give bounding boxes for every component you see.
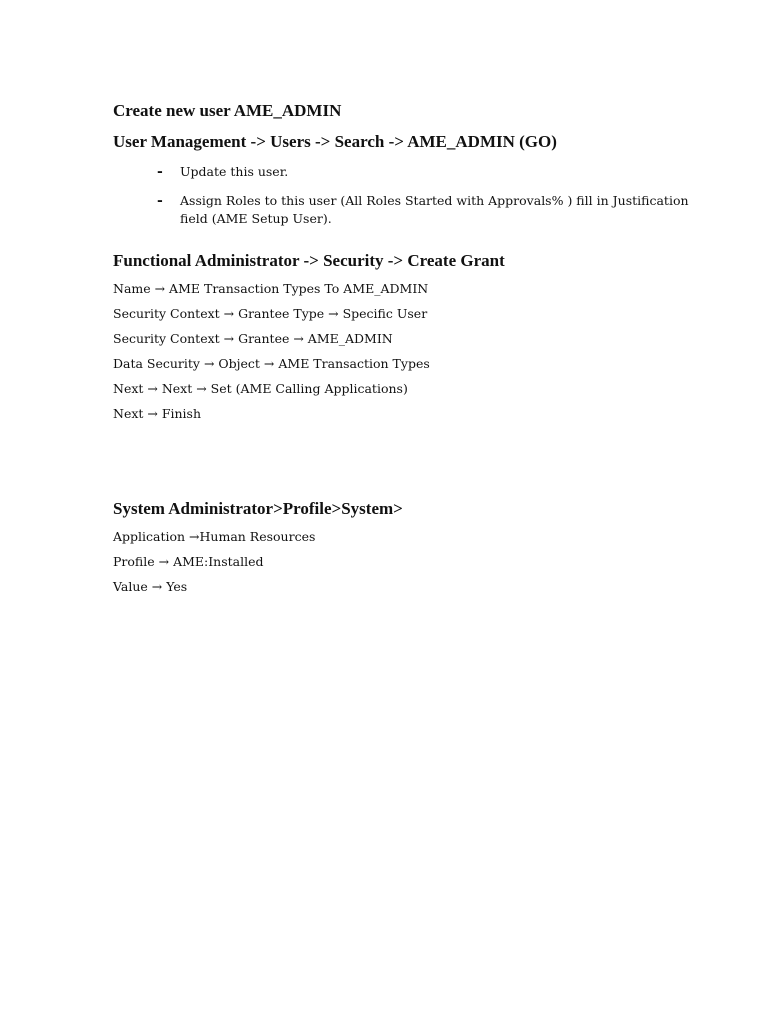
heading-system-administrator: System Administrator>Profile>System> — [113, 499, 403, 518]
step-line: Value → Yes — [113, 579, 188, 594]
profile-steps-list — [113, 524, 713, 599]
step-line: Security Context → Grantee → AME_ADMIN — [113, 331, 393, 346]
bullet-dash: - — [157, 164, 163, 180]
list-item — [113, 192, 713, 228]
step-line: Data Security → Object → AME Transaction Types — [113, 356, 430, 371]
heading-create-user: Create new user AME_ADMIN — [113, 101, 342, 120]
bullet-dash: - — [157, 193, 163, 209]
step-line: Next → Next → Set (AME Calling Applications) — [113, 381, 408, 396]
list-item — [113, 163, 713, 181]
step-line: Security Context → Grantee Type → Specific User — [113, 306, 428, 321]
step-line: Profile → AME:Installed — [113, 554, 264, 569]
step-line: Next → Finish — [113, 406, 202, 421]
document-content — [113, 100, 713, 599]
heading-user-management-path: User Management -> Users -> Search -> AME_ADMIN (GO) — [113, 132, 557, 151]
user-actions-list — [113, 163, 713, 228]
list-item-text: Update this user. — [180, 164, 289, 179]
step-line: Application →Human Resources — [113, 529, 316, 544]
step-line: Name → AME Transaction Types To AME_ADMIN — [113, 281, 429, 296]
heading-functional-administrator: Functional Administrator -> Security -> Create Grant — [113, 251, 505, 270]
list-item-text: Assign Roles to this user (All Roles Started with Approvals% ) fill in Justification field (AME Setup User). — [180, 193, 689, 226]
grant-steps-list — [113, 276, 713, 426]
